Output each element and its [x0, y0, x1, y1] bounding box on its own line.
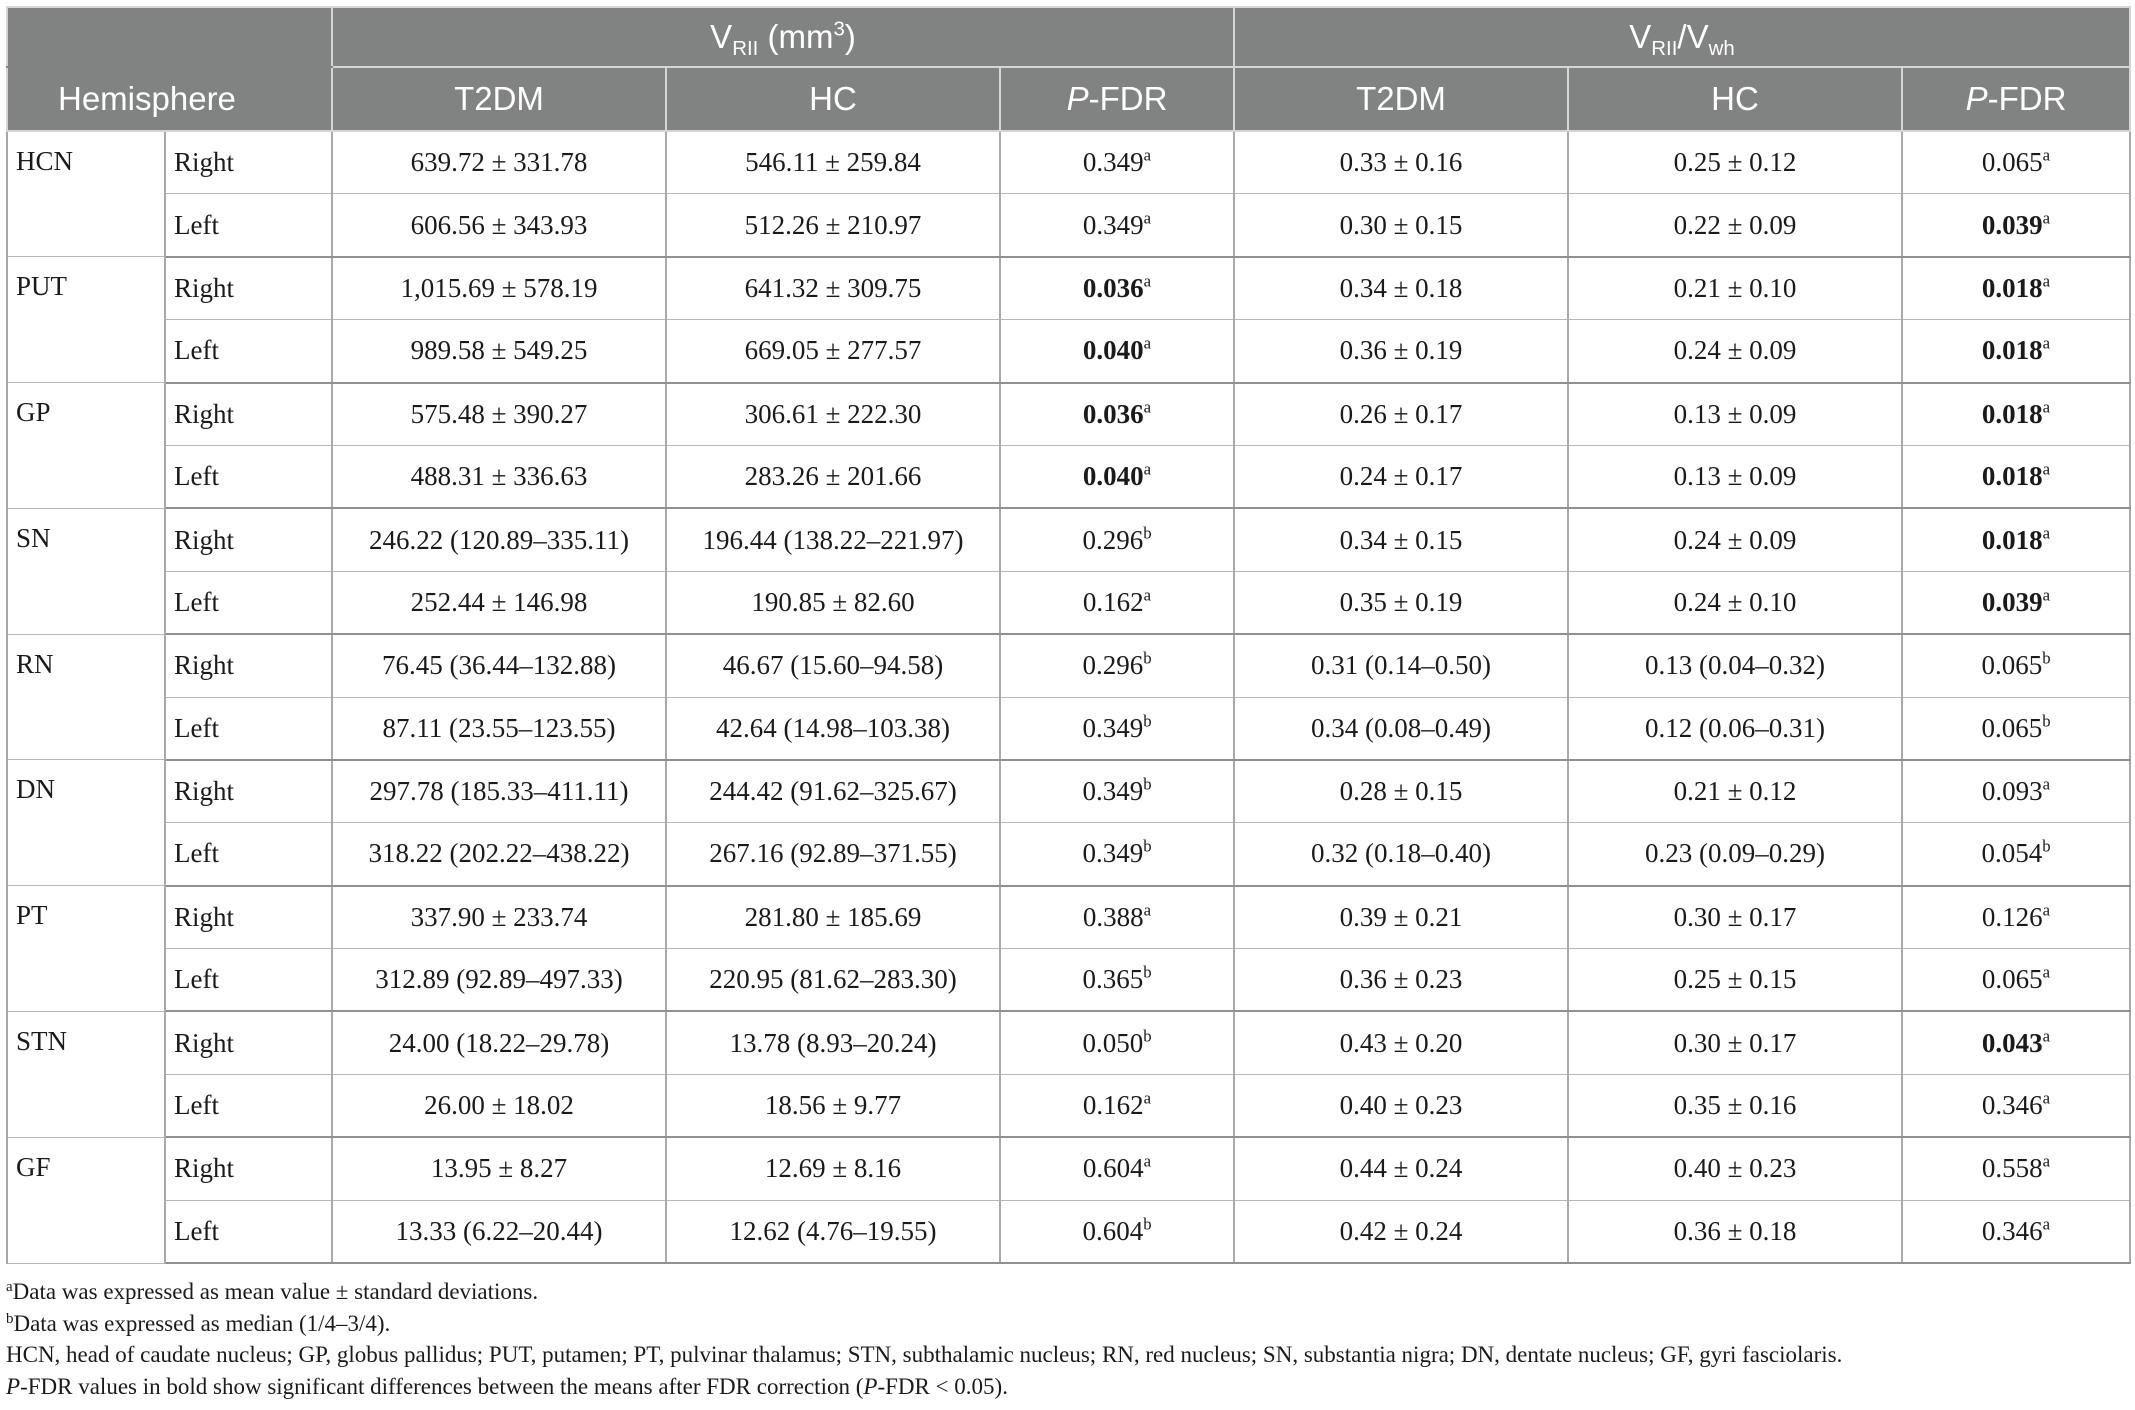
header-hemisphere: Hemisphere	[7, 67, 332, 131]
table-row	[7, 320, 2130, 383]
cell-ratio-t2dm: 0.36 ± 0.23	[1234, 949, 1568, 1012]
cell-volume-pfdr	[1000, 508, 1234, 571]
cell-ratio-t2dm: 0.34 ± 0.15	[1234, 508, 1568, 571]
footnote-marker: a	[1143, 459, 1152, 479]
cell-ratio-pfdr	[1902, 1200, 2130, 1263]
cell-ratio-pfdr	[1902, 886, 2130, 949]
p-value: 0.349	[1082, 838, 1144, 869]
cell-region: DN	[7, 760, 165, 886]
cell-ratio-hc: 0.22 ± 0.09	[1568, 194, 1902, 257]
cell-ratio-pfdr	[1902, 1137, 2130, 1200]
cell-volume-hc: 306.61 ± 222.30	[666, 383, 1000, 446]
cell-region: GF	[7, 1137, 165, 1263]
cell-region: RN	[7, 634, 165, 760]
cell-volume-t2dm: 318.22 (202.22–438.22)	[332, 823, 666, 886]
cell-ratio-pfdr	[1902, 760, 2130, 823]
cell-volume-pfdr	[1000, 1200, 1234, 1263]
p-value: 0.018	[1981, 461, 2043, 492]
table-row	[7, 634, 2130, 697]
cell-volume-pfdr	[1000, 697, 1234, 760]
cell-volume-t2dm: 606.56 ± 343.93	[332, 194, 666, 257]
cell-ratio-t2dm: 0.40 ± 0.23	[1234, 1074, 1568, 1137]
cell-ratio-pfdr	[1902, 1074, 2130, 1137]
p-value: 0.040	[1082, 335, 1144, 366]
cell-hemisphere: Left	[165, 697, 332, 760]
table-row	[7, 194, 2130, 257]
cell-volume-t2dm: 312.89 (92.89–497.33)	[332, 949, 666, 1012]
p-value: 0.065	[1981, 650, 2043, 681]
p-value: 0.296	[1082, 524, 1144, 555]
cell-ratio-hc: 0.24 ± 0.10	[1568, 571, 1902, 634]
results-table-container	[6, 6, 2129, 1402]
footnote-marker: b	[1143, 648, 1152, 668]
p-value: 0.349	[1082, 209, 1144, 240]
cell-volume-hc: 190.85 ± 82.60	[666, 571, 1000, 634]
cell-hemisphere: Left	[165, 571, 332, 634]
cell-ratio-pfdr	[1902, 383, 2130, 446]
table-row	[7, 949, 2130, 1012]
cell-volume-t2dm: 575.48 ± 390.27	[332, 383, 666, 446]
footnote-marker: a	[2042, 585, 2051, 605]
p-value: 0.050	[1082, 1027, 1144, 1058]
cell-volume-pfdr	[1000, 445, 1234, 508]
p-value: 0.065	[1981, 147, 2043, 178]
footnote-marker: a	[1143, 271, 1152, 291]
cell-volume-hc: 12.69 ± 8.16	[666, 1137, 1000, 1200]
cell-volume-pfdr	[1000, 194, 1234, 257]
cell-ratio-t2dm: 0.35 ± 0.19	[1234, 571, 1568, 634]
footnote-marker: a	[2042, 1214, 2051, 1234]
footnote-marker: a	[2042, 1026, 2051, 1046]
cell-ratio-pfdr	[1902, 949, 2130, 1012]
footnote-marker: b	[1143, 1026, 1152, 1046]
cell-ratio-hc: 0.36 ± 0.18	[1568, 1200, 1902, 1263]
cell-volume-pfdr	[1000, 886, 1234, 949]
cell-volume-hc: 512.26 ± 210.97	[666, 194, 1000, 257]
cell-volume-pfdr	[1000, 1137, 1234, 1200]
table-row	[7, 886, 2130, 949]
table-row	[7, 1011, 2130, 1074]
cell-volume-pfdr	[1000, 823, 1234, 886]
cell-volume-pfdr	[1000, 571, 1234, 634]
table-row	[7, 508, 2130, 571]
cell-ratio-hc: 0.13 (0.04–0.32)	[1568, 634, 1902, 697]
p-value: 0.018	[1981, 524, 2043, 555]
footnote-marker: b	[1143, 962, 1152, 982]
footnote-marker: a	[1143, 1088, 1152, 1108]
p-value: 0.365	[1082, 964, 1144, 995]
results-table	[6, 6, 2131, 1264]
cell-volume-hc: 46.67 (15.60–94.58)	[666, 634, 1000, 697]
cell-ratio-t2dm: 0.33 ± 0.16	[1234, 131, 1568, 194]
table-header	[7, 7, 2130, 131]
cell-ratio-t2dm: 0.44 ± 0.24	[1234, 1137, 1568, 1200]
p-value: 0.558	[1981, 1153, 2043, 1184]
p-value: 0.018	[1981, 272, 2043, 303]
cell-volume-t2dm: 639.72 ± 331.78	[332, 131, 666, 194]
cell-ratio-hc: 0.24 ± 0.09	[1568, 508, 1902, 571]
cell-ratio-hc: 0.13 ± 0.09	[1568, 383, 1902, 446]
cell-ratio-t2dm: 0.34 ± 0.18	[1234, 257, 1568, 320]
header-ratio-hc: HC	[1568, 67, 1902, 131]
cell-ratio-t2dm: 0.32 (0.18–0.40)	[1234, 823, 1568, 886]
cell-ratio-t2dm: 0.28 ± 0.15	[1234, 760, 1568, 823]
table-row	[7, 760, 2130, 823]
cell-volume-hc: 669.05 ± 277.57	[666, 320, 1000, 383]
footnote-marker: a	[2042, 1088, 2051, 1108]
cell-volume-t2dm: 297.78 (185.33–411.11)	[332, 760, 666, 823]
p-value: 0.346	[1981, 1215, 2043, 1246]
cell-ratio-hc: 0.24 ± 0.09	[1568, 320, 1902, 383]
footnote-marker: a	[1143, 397, 1152, 417]
footnote-marker: a	[1143, 900, 1152, 920]
table-row	[7, 1137, 2130, 1200]
cell-volume-hc: 220.95 (81.62–283.30)	[666, 949, 1000, 1012]
cell-ratio-hc: 0.23 (0.09–0.29)	[1568, 823, 1902, 886]
cell-ratio-t2dm: 0.31 (0.14–0.50)	[1234, 634, 1568, 697]
cell-volume-hc: 283.26 ± 201.66	[666, 445, 1000, 508]
cell-ratio-hc: 0.13 ± 0.09	[1568, 445, 1902, 508]
header-group-volume-ratio: $V_{RII}/V_{wh}$	[1234, 7, 2130, 67]
cell-ratio-pfdr	[1902, 257, 2130, 320]
footnote-b: $^b$Data was expressed as median (1/4–3/4).	[6, 1310, 391, 1336]
p-value: 0.604	[1082, 1153, 1144, 1184]
cell-ratio-pfdr	[1902, 823, 2130, 886]
footnote-marker: b	[2042, 711, 2051, 731]
cell-ratio-t2dm: 0.34 (0.08–0.49)	[1234, 697, 1568, 760]
cell-volume-hc: 42.64 (14.98–103.38)	[666, 697, 1000, 760]
footnote-marker: a	[2042, 774, 2051, 794]
cell-volume-pfdr	[1000, 131, 1234, 194]
cell-ratio-pfdr	[1902, 320, 2130, 383]
table-row	[7, 571, 2130, 634]
footnote-marker: a	[2042, 333, 2051, 353]
footnote-marker: a	[1143, 333, 1152, 353]
footnote-a: $^a$Data was expressed as mean value ± standard deviations.	[6, 1278, 539, 1305]
cell-volume-t2dm: 24.00 (18.22–29.78)	[332, 1011, 666, 1074]
table-row	[7, 383, 2130, 446]
cell-region: SN	[7, 508, 165, 634]
footnote-marker: a	[2042, 397, 2051, 417]
cell-ratio-pfdr	[1902, 131, 2130, 194]
cell-hemisphere: Right	[165, 131, 332, 194]
cell-ratio-pfdr	[1902, 508, 2130, 571]
p-value: 0.039	[1981, 586, 2043, 617]
cell-volume-pfdr	[1000, 949, 1234, 1012]
footnote-marker: b	[1143, 837, 1152, 857]
cell-ratio-t2dm: 0.43 ± 0.20	[1234, 1011, 1568, 1074]
p-value: 0.039	[1981, 209, 2043, 240]
cell-region: PUT	[7, 257, 165, 383]
table-body	[7, 131, 2130, 1263]
footnote-marker: a	[1143, 208, 1152, 228]
cell-hemisphere: Left	[165, 194, 332, 257]
cell-ratio-hc: 0.25 ± 0.15	[1568, 949, 1902, 1012]
header-group-volume: $V_{RII}$ $(mm^3)$	[332, 7, 1234, 67]
cell-hemisphere: Left	[165, 823, 332, 886]
footnote-marker: a	[2042, 208, 2051, 228]
cell-volume-hc: 196.44 (138.22–221.97)	[666, 508, 1000, 571]
cell-volume-t2dm: 87.11 (23.55–123.55)	[332, 697, 666, 760]
cell-hemisphere: Right	[165, 257, 332, 320]
p-value: 0.093	[1981, 776, 2043, 807]
header-ratio-t2dm: T2DM	[1234, 67, 1568, 131]
footnote-marker: a	[2042, 271, 2051, 291]
footnote-significance: P-FDR values in bold show significant differences between the means after FDR correction (P-FDR < 0.05).	[6, 1373, 1008, 1399]
cell-volume-t2dm: 989.58 ± 549.25	[332, 320, 666, 383]
cell-volume-hc: 641.32 ± 309.75	[666, 257, 1000, 320]
footnote-marker: b	[1143, 711, 1152, 731]
header-corner-cell	[7, 7, 332, 67]
footnote-marker: a	[2042, 459, 2051, 479]
p-value: 0.018	[1981, 398, 2043, 429]
cell-volume-hc: 18.56 ± 9.77	[666, 1074, 1000, 1137]
header-volume-pfdr: P-FDR	[1000, 67, 1234, 131]
p-value: 0.065	[1981, 964, 2043, 995]
cell-volume-pfdr	[1000, 257, 1234, 320]
p-value: 0.065	[1981, 712, 2043, 743]
cell-region: HCN	[7, 131, 165, 257]
cell-volume-t2dm: 1,015.69 ± 578.19	[332, 257, 666, 320]
footnote-abbreviations: HCN, head of caudate nucleus; GP, globus pallidus; PUT, putamen; PT, pulvinar thalamus; STN, subthalamic nucleus; RN, red nucleus; SN, substantia nigra; DN, dentate nucleus; GF, gyri fasciolaris.	[6, 1342, 1843, 1368]
p-value: 0.388	[1082, 901, 1144, 932]
table-footnotes	[6, 1276, 2129, 1402]
cell-ratio-pfdr	[1902, 697, 2130, 760]
p-value: 0.054	[1981, 838, 2043, 869]
cell-volume-hc: 244.42 (91.62–325.67)	[666, 760, 1000, 823]
cell-volume-t2dm: 488.31 ± 336.63	[332, 445, 666, 508]
cell-hemisphere: Left	[165, 320, 332, 383]
footnote-marker: a	[1143, 145, 1152, 165]
table-row	[7, 445, 2130, 508]
cell-ratio-t2dm: 0.30 ± 0.15	[1234, 194, 1568, 257]
cell-hemisphere: Right	[165, 508, 332, 571]
footnote-marker: b	[2042, 648, 2051, 668]
footnote-marker: a	[2042, 900, 2051, 920]
footnote-marker: a	[2042, 962, 2051, 982]
cell-volume-hc: 267.16 (92.89–371.55)	[666, 823, 1000, 886]
cell-hemisphere: Right	[165, 760, 332, 823]
p-value: 0.349	[1082, 776, 1144, 807]
cell-ratio-hc: 0.21 ± 0.10	[1568, 257, 1902, 320]
footnote-marker: b	[1143, 1214, 1152, 1234]
cell-volume-pfdr	[1000, 320, 1234, 383]
p-value: 0.296	[1082, 650, 1144, 681]
cell-ratio-pfdr	[1902, 194, 2130, 257]
cell-ratio-pfdr	[1902, 1011, 2130, 1074]
p-value: 0.162	[1082, 586, 1144, 617]
cell-ratio-hc: 0.21 ± 0.12	[1568, 760, 1902, 823]
cell-ratio-hc: 0.25 ± 0.12	[1568, 131, 1902, 194]
cell-ratio-t2dm: 0.39 ± 0.21	[1234, 886, 1568, 949]
p-value: 0.036	[1082, 398, 1144, 429]
footnote-marker: a	[1143, 1152, 1152, 1172]
cell-ratio-t2dm: 0.26 ± 0.17	[1234, 383, 1568, 446]
cell-hemisphere: Right	[165, 634, 332, 697]
cell-region: STN	[7, 1011, 165, 1137]
table-row	[7, 1200, 2130, 1263]
p-value: 0.040	[1082, 461, 1144, 492]
footnote-marker: b	[1143, 774, 1152, 794]
cell-region: GP	[7, 383, 165, 509]
footnote-marker: a	[2042, 1152, 2051, 1172]
cell-volume-t2dm: 252.44 ± 146.98	[332, 571, 666, 634]
cell-ratio-hc: 0.12 (0.06–0.31)	[1568, 697, 1902, 760]
cell-ratio-hc: 0.30 ± 0.17	[1568, 886, 1902, 949]
footnote-marker: b	[1143, 523, 1152, 543]
header-ratio-pfdr: P-FDR	[1902, 67, 2130, 131]
footnote-marker: a	[1143, 585, 1152, 605]
cell-volume-t2dm: 26.00 ± 18.02	[332, 1074, 666, 1137]
cell-ratio-pfdr	[1902, 571, 2130, 634]
cell-ratio-hc: 0.30 ± 0.17	[1568, 1011, 1902, 1074]
cell-volume-t2dm: 246.22 (120.89–335.11)	[332, 508, 666, 571]
cell-ratio-pfdr	[1902, 634, 2130, 697]
cell-hemisphere: Right	[165, 1137, 332, 1200]
table-row	[7, 823, 2130, 886]
header-volume-hc: HC	[666, 67, 1000, 131]
p-value: 0.604	[1082, 1215, 1144, 1246]
cell-volume-pfdr	[1000, 1011, 1234, 1074]
cell-volume-t2dm: 337.90 ± 233.74	[332, 886, 666, 949]
cell-hemisphere: Right	[165, 1011, 332, 1074]
cell-volume-pfdr	[1000, 634, 1234, 697]
table-row	[7, 257, 2130, 320]
cell-hemisphere: Left	[165, 445, 332, 508]
header-volume-t2dm: T2DM	[332, 67, 666, 131]
cell-hemisphere: Left	[165, 949, 332, 1012]
cell-hemisphere: Right	[165, 886, 332, 949]
cell-ratio-t2dm: 0.36 ± 0.19	[1234, 320, 1568, 383]
cell-ratio-pfdr	[1902, 445, 2130, 508]
cell-ratio-t2dm: 0.24 ± 0.17	[1234, 445, 1568, 508]
footnote-marker: a	[2042, 523, 2051, 543]
cell-hemisphere: Right	[165, 383, 332, 446]
cell-hemisphere: Left	[165, 1200, 332, 1263]
footnote-marker: b	[2042, 837, 2051, 857]
p-value: 0.346	[1981, 1090, 2043, 1121]
p-value: 0.043	[1981, 1027, 2043, 1058]
cell-hemisphere: Left	[165, 1074, 332, 1137]
cell-volume-hc: 546.11 ± 259.84	[666, 131, 1000, 194]
cell-volume-hc: 13.78 (8.93–20.24)	[666, 1011, 1000, 1074]
cell-ratio-hc: 0.35 ± 0.16	[1568, 1074, 1902, 1137]
cell-volume-t2dm: 13.95 ± 8.27	[332, 1137, 666, 1200]
p-value: 0.018	[1981, 335, 2043, 366]
cell-volume-pfdr	[1000, 383, 1234, 446]
table-row	[7, 1074, 2130, 1137]
p-value: 0.349	[1082, 712, 1144, 743]
cell-ratio-t2dm: 0.42 ± 0.24	[1234, 1200, 1568, 1263]
table-row	[7, 697, 2130, 760]
cell-volume-t2dm: 13.33 (6.22–20.44)	[332, 1200, 666, 1263]
p-value: 0.162	[1082, 1090, 1144, 1121]
p-value: 0.349	[1082, 147, 1144, 178]
table-row	[7, 131, 2130, 194]
cell-volume-t2dm: 76.45 (36.44–132.88)	[332, 634, 666, 697]
p-value: 0.036	[1082, 272, 1144, 303]
cell-volume-pfdr	[1000, 760, 1234, 823]
cell-volume-hc: 12.62 (4.76–19.55)	[666, 1200, 1000, 1263]
cell-volume-hc: 281.80 ± 185.69	[666, 886, 1000, 949]
cell-region: PT	[7, 886, 165, 1012]
cell-ratio-hc: 0.40 ± 0.23	[1568, 1137, 1902, 1200]
cell-volume-pfdr	[1000, 1074, 1234, 1137]
p-value: 0.126	[1981, 901, 2043, 932]
footnote-marker: a	[2042, 145, 2051, 165]
